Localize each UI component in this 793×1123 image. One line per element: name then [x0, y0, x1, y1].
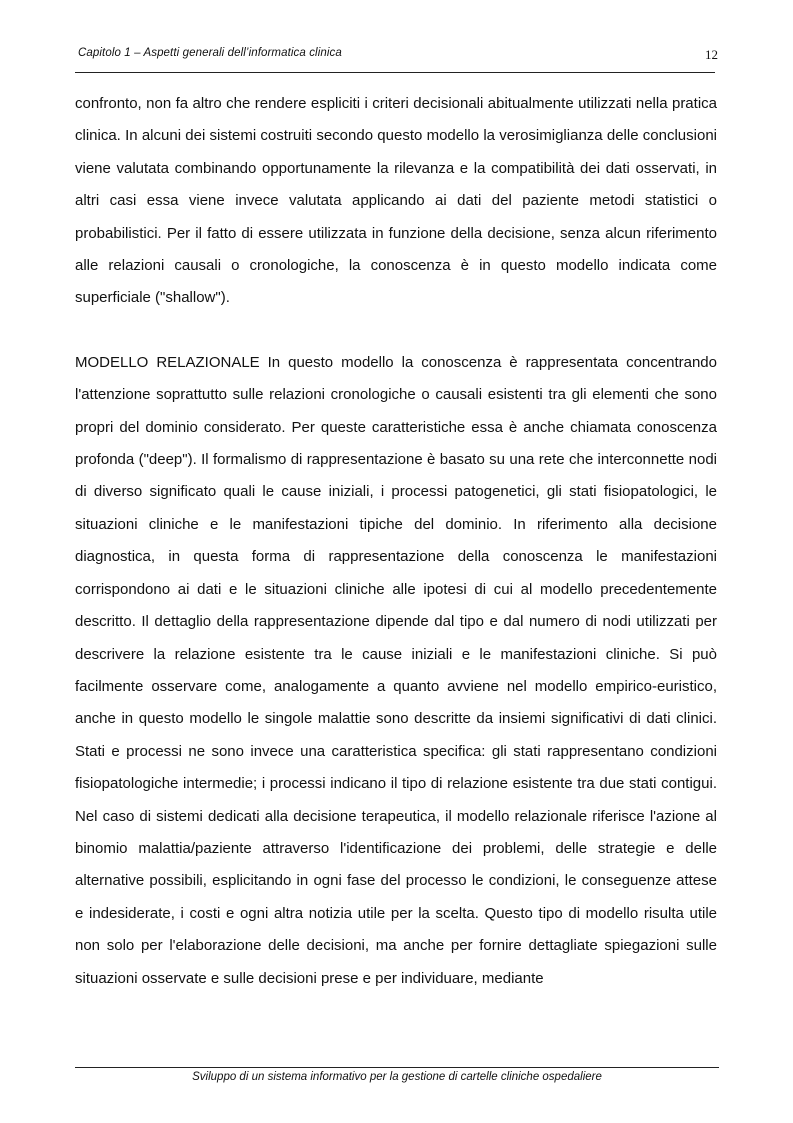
footer-divider	[75, 1067, 719, 1068]
page-header	[78, 47, 718, 67]
body-text	[75, 88, 717, 995]
paragraph: MODELLO RELAZIONALE In questo modello la conoscenza è rappresentata concentrando l'attenzione soprattutto sulle relazioni cronologiche o causali esistenti tra gli elementi che sono propri del dominio considerato. Per queste caratteristiche essa è anche chiamata conoscenza profonda ("deep"). Il formalismo di rappresentazione è basato su una rete che interconnette nodi di diverso significato quali le cause iniziali, i processi patogenetici, gli stati fisiopatologici, le situazioni cliniche e le manifestazioni tipiche del dominio. In riferimento alla decisione diagnostica, in questa forma di rappresentazione della conoscenza le manifestazioni corrispondono ai dati e le situazioni cliniche alle ipotesi di cui al modello precedentemente descritto. Il dettaglio della rappresentazione dipende dal tipo e dal numero di nodi utilizzati per descrivere la relazione esistente tra le cause iniziali e le manifestazioni cliniche. Si può facilmente osservare come, analogamente a quanto avviene nel modello empirico-euristico, anche in questo modello le singole malattie sono descritte da insiemi significativi di dati clinici. Stati e processi ne sono invece una caratteristica specifica: gli stati rappresentano condizioni fisiopatologiche intermedie; i processi indicano il tipo di relazione esistente tra due stati contigui. Nel caso di sistemi dedicati alla decisione terapeutica, il modello relazionale riferisce l'azione al binomio malattia/paziente attraverso l'identificazione dei problemi, delle strategie e delle alternative possibili, esplicitando in ogni fase del processo le condizioni, le conseguenze attese e indesiderate, i costi e ogni altra notizia utile per la scelta. Questo tipo di modello risulta utile non solo per l'elaborazione delle decisioni, ma anche per fornire dettagliate spiegazioni sulle situazioni osservate e sulle decisioni prese e per individuare, mediante	[75, 353, 717, 987]
page-number: 12	[705, 47, 718, 62]
chapter-title: Capitolo 1 – Aspetti generali dell’informatica clinica	[78, 47, 342, 59]
paragraph: confronto, non fa altro che rendere espliciti i criteri decisionali abitualmente utilizzati nella pratica clinica. In alcuni dei sistemi costruiti secondo questo modello la verosimiglianza delle conclusioni viene valutata combinando opportunamente la rilevanza e la compatibilità dei dati osservati, in altri casi essa viene invece valutata applicando ai dati del paziente metodi statistici o probabilistici. Per il fatto di essere utilizzata in funzione della decisione, senza alcun riferimento alle relazioni causali o cronologiche, la conoscenza è in questo modello indicata come superficiale ("shallow").	[75, 95, 717, 307]
header-divider	[75, 72, 715, 73]
page-footer: Sviluppo di un sistema informativo per la gestione di cartelle cliniche ospedaliere	[192, 1071, 602, 1083]
